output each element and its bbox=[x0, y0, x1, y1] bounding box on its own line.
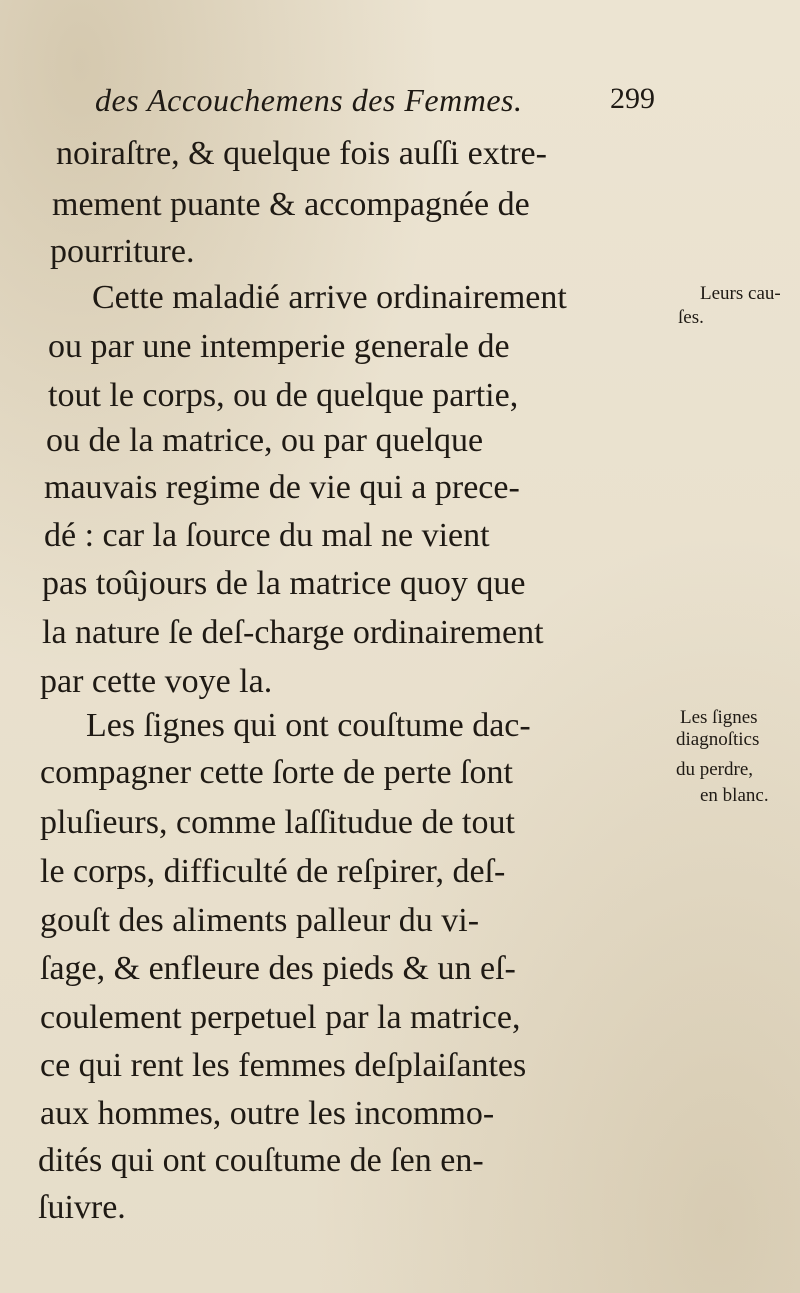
text-line: mement puante & accompagnée de bbox=[52, 186, 530, 223]
text-line: ce qui rent les femmes deſplaiſantes bbox=[40, 1047, 527, 1084]
margin-note-line: en blanc. bbox=[700, 785, 769, 806]
text-line: noiraſtre, & quelque fois auſſi extre- bbox=[56, 135, 547, 172]
text-line: pas toûjours de la matrice quoy que bbox=[42, 565, 526, 602]
text-line: compagner cette ſorte de perte ſont bbox=[40, 754, 513, 791]
text-line: ſuivre. bbox=[38, 1189, 126, 1226]
text-line: pourriture. bbox=[50, 233, 195, 270]
text-line: tout le corps, ou de quelque partie, bbox=[48, 377, 519, 414]
text-line: mauvais regime de vie qui a prece- bbox=[44, 469, 520, 506]
running-head: des Accouchemens des Femmes. bbox=[95, 82, 523, 118]
margin-note-line: du perdre, bbox=[676, 759, 754, 780]
margin-note-line: Les ſignes bbox=[680, 707, 758, 728]
page-header bbox=[95, 82, 655, 126]
text-line: ou de la matrice, ou par quelque bbox=[46, 422, 484, 459]
text-line: gouſt des aliments palleur du vi- bbox=[40, 902, 480, 939]
text-line: ou par une intemperie generale de bbox=[48, 328, 510, 365]
text-line: Les ſignes qui ont couſtume dac- bbox=[86, 707, 531, 744]
margin-note-line: ſes. bbox=[678, 307, 704, 328]
text-line: dé : car la ſource du mal ne vient bbox=[44, 517, 490, 554]
text-line: ſage, & enfleure des pieds & un eſ- bbox=[40, 950, 516, 987]
text-line: pluſieurs, comme laſſitudue de tout bbox=[40, 804, 515, 841]
margin-note-line: diagnoſtics bbox=[676, 729, 760, 750]
text-line: dités qui ont couſtume de ſen en- bbox=[38, 1142, 484, 1179]
page-number: 299 bbox=[610, 82, 655, 115]
text-line: coulement perpetuel par la matrice, bbox=[40, 999, 521, 1036]
margin-note-line: Leurs cau- bbox=[700, 283, 781, 304]
text-line: Cette maladié arrive ordinairement bbox=[92, 279, 567, 316]
text-line: aux hommes, outre les incommo- bbox=[40, 1095, 495, 1132]
text-line: le corps, difficulté de reſpirer, deſ- bbox=[40, 853, 506, 890]
text-line: par cette voye la. bbox=[40, 663, 273, 700]
text-line: la nature ſe deſ-charge ordinairement bbox=[42, 614, 544, 651]
